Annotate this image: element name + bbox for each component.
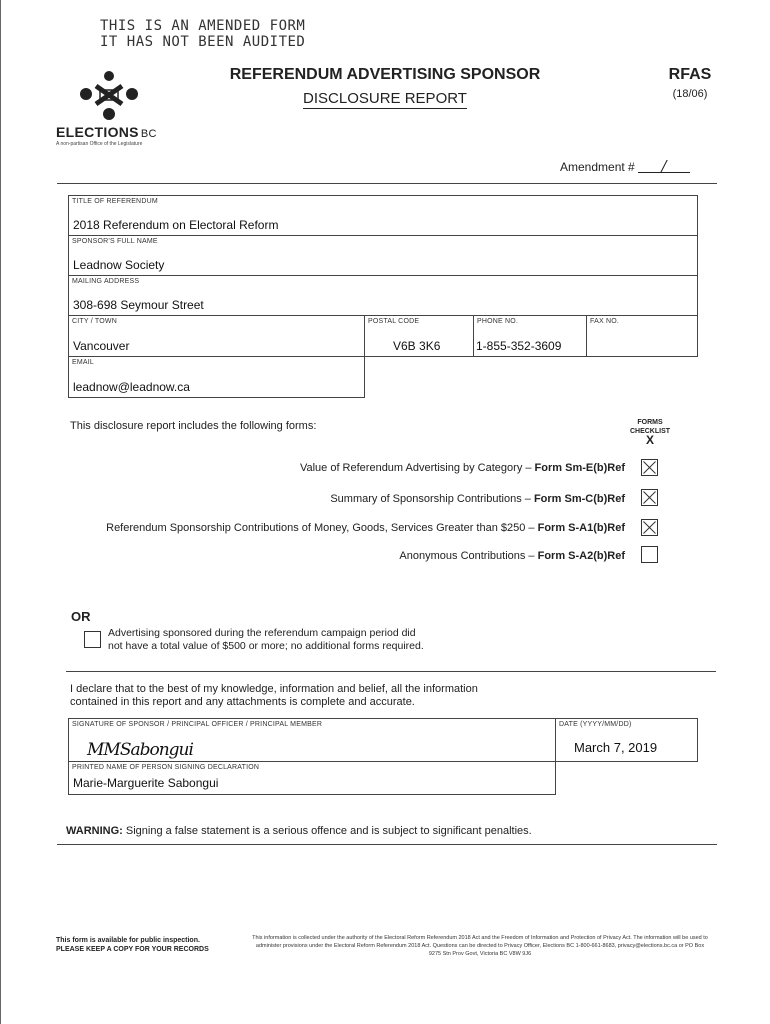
signature-field[interactable]: SIGNATURE OF SPONSOR / PRINCIPAL OFFICER / PRINCIPAL MEMBER MMSabongui [68, 718, 556, 762]
date-value: March 7, 2019 [574, 740, 658, 755]
sponsor-value: Leadnow Society [73, 258, 165, 272]
logo-subtitle: A non-partisan Office of the Legislature [56, 141, 143, 147]
title-field[interactable]: TITLE OF REFERENDUM 2018 Referendum on Electoral Reform [68, 195, 698, 236]
address-value: 308-698 Seymour Street [73, 298, 204, 312]
checklist-item-sm-c: Summary of Sponsorship Contributions – Form Sm-C(b)Ref [330, 493, 625, 505]
sponsor-field[interactable]: SPONSOR'S FULL NAME Leadnow Society [68, 235, 698, 276]
email-field[interactable]: EMAIL leadnow@leadnow.ca [68, 356, 365, 398]
no-additional-forms-text: Advertising sponsored during the referendum campaign period did not have a total value of $500 or more; no additional forms required. [108, 627, 424, 652]
fax-field[interactable]: FAX NO. [586, 315, 698, 357]
footer-notice: This form is available for public inspection. PLEASE KEEP A COPY FOR YOUR RECORDS [56, 937, 209, 953]
stamp-line-1: THIS IS AN AMENDED FORM [100, 18, 306, 34]
checklist-item-sm-e: Value of Referendum Advertising by Category – Form Sm-E(b)Ref [299, 462, 625, 474]
footer-privacy-text: This information is collected under the authority of the Electoral Reform Referendum 2018 Act and the Freedom of Information and Protection of Privacy Act. The information will be used to administer provisions under the Electoral Reform Referendum 2018 Act. Questions can be directed to Privacy Officer, Elections BC 1-800-661-8683, privacy@elections.bc.ca or PO Box 9275 Stn Prov Govt, Victoria BC V8W 9J6 [252, 935, 708, 957]
checkbox-no-additional-forms[interactable] [84, 631, 101, 648]
printed-name-field[interactable]: PRINTED NAME OF PERSON SIGNING DECLARATION Marie-Marguerite Sabongui [68, 761, 556, 795]
checkbox-sm-e[interactable] [641, 459, 658, 476]
checklist-header: FORMS CHECKLIST X [629, 419, 671, 447]
stamp-line-2: IT HAS NOT BEEN AUDITED [100, 34, 306, 50]
checklist-intro: This disclosure report includes the following forms: [70, 420, 317, 432]
postal-code-field[interactable]: POSTAL CODE V6B 3K6 [364, 315, 474, 357]
checkbox-sm-c[interactable] [641, 489, 658, 506]
elections-bc-logo-icon [74, 68, 144, 124]
or-label: OR [71, 609, 91, 624]
printed-name-value: Marie-Marguerite Sabongui [73, 776, 219, 790]
phone-value: 1-855-352-3609 [476, 339, 562, 353]
checkbox-s-a2[interactable] [641, 546, 658, 563]
amended-form-stamp [100, 18, 305, 50]
form-subtitle: DISCLOSURE REPORT [303, 90, 467, 107]
address-field[interactable]: MAILING ADDRESS 308-698 Seymour Street [68, 275, 698, 316]
amendment-number[interactable]: / [638, 160, 690, 173]
declaration-text: I declare that to the best of my knowledge, information and belief, all the information contained in this report and any attachments is complete and accurate. [70, 683, 478, 708]
page-edge-line [0, 0, 1, 1024]
signature-value: MMSabongui [87, 740, 193, 760]
logo-wordmark: ELECTIONS BC [56, 124, 157, 140]
checklist-item-s-a2: Anonymous Contributions – Form S-A2(b)Ref [399, 550, 625, 562]
amendment-field: Amendment # / [560, 160, 690, 174]
title-value: 2018 Referendum on Electoral Reform [73, 218, 279, 232]
city-field[interactable]: CITY / TOWN Vancouver [68, 315, 365, 357]
form-version: (18/06) [672, 88, 708, 100]
checklist-item-s-a1: Referendum Sponsorship Contributions of Money, Goods, Services Greater than $250 – Form S-A1(b)Ref [106, 522, 625, 534]
form-title: REFERENDUM ADVERTISING SPONSOR [229, 66, 541, 83]
form-code: RFAS [668, 66, 712, 83]
city-value: Vancouver [73, 339, 130, 353]
warning-text: WARNING: Signing a false statement is a serious offence and is subject to significant penalties. [66, 825, 532, 837]
phone-field[interactable]: PHONE NO. 1-855-352-3609 [473, 315, 587, 357]
date-field[interactable]: DATE (YYYY/MM/DD) March 7, 2019 [555, 718, 698, 762]
checkbox-s-a1[interactable] [641, 519, 658, 536]
section-divider [66, 671, 716, 672]
postal-value: V6B 3K6 [393, 339, 441, 353]
email-value: leadnow@leadnow.ca [73, 380, 190, 394]
